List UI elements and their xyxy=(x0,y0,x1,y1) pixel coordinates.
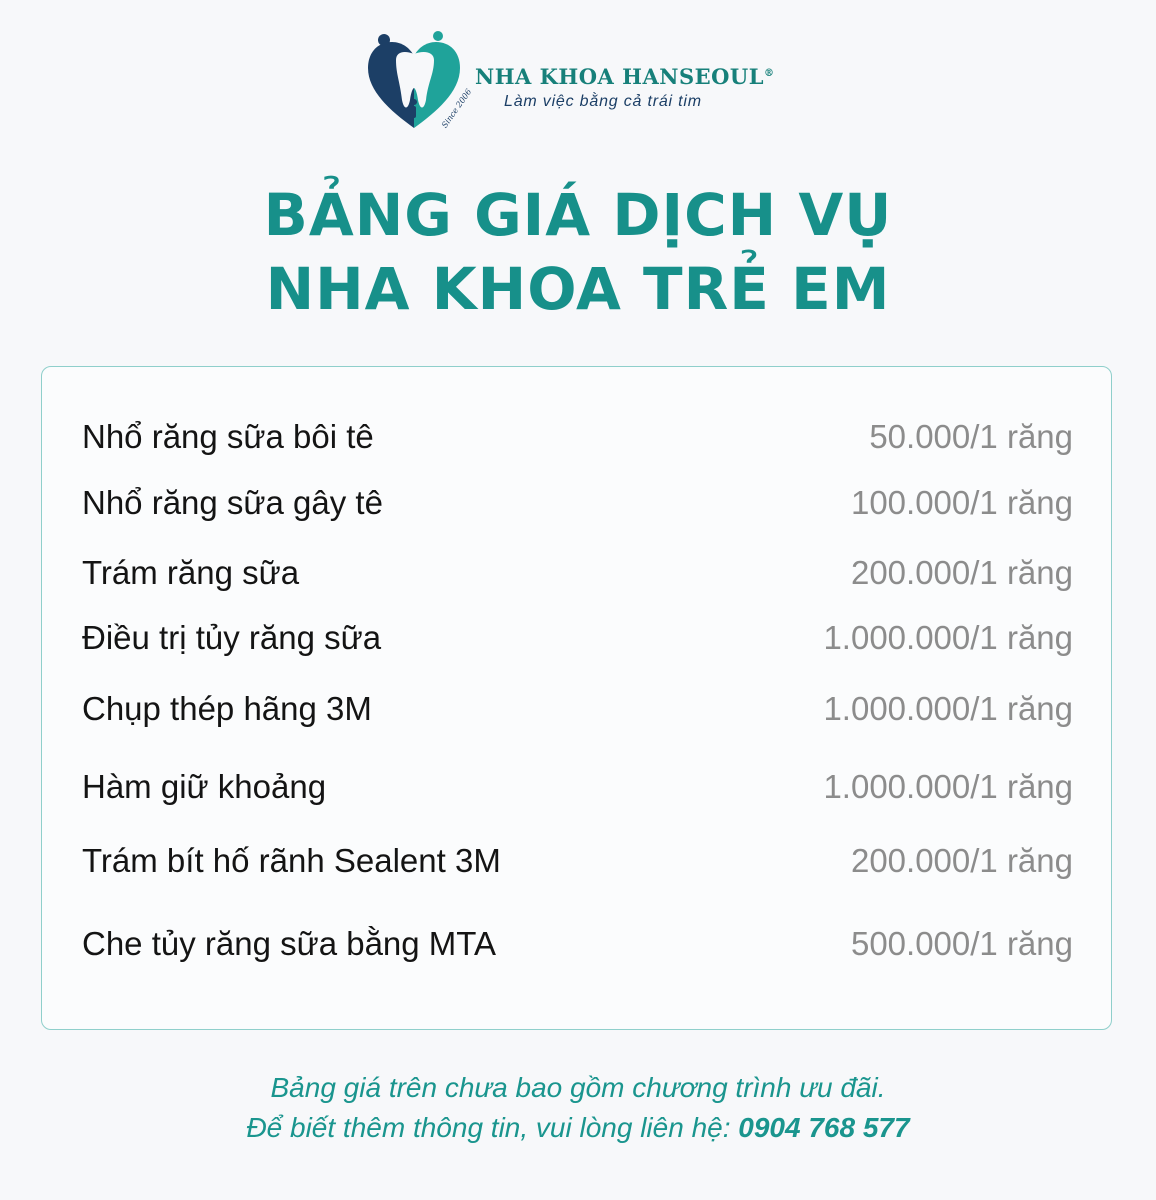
price-list-card xyxy=(41,366,1112,1030)
price-row xyxy=(82,548,1073,598)
footer-note-line-1: Bảng giá trên chưa bao gồm chương trình ưu đãi. xyxy=(270,1072,886,1103)
page-title-line-2: NHA KHOA TRẺ EM xyxy=(265,255,891,323)
footer-note-line-2 xyxy=(0,1108,1156,1148)
service-name: Nhổ răng sữa bôi tê xyxy=(82,418,374,455)
service-price: 1.000.000/1 răng xyxy=(823,690,1073,727)
price-row xyxy=(82,836,1073,886)
price-row xyxy=(82,684,1073,734)
price-row xyxy=(82,478,1073,528)
service-name: Chụp thép hãng 3M xyxy=(82,690,372,727)
service-price: 500.000/1 răng xyxy=(850,925,1073,962)
brand-name-text: NHA KHOA HANSEOUL xyxy=(475,64,765,89)
price-row xyxy=(82,613,1073,663)
service-price: 200.000/1 răng xyxy=(850,842,1073,879)
service-name: Trám răng sữa xyxy=(82,554,300,591)
service-name: Điều trị tủy răng sữa xyxy=(82,619,382,656)
service-name: Trám bít hố rãnh Sealent 3M xyxy=(82,842,501,879)
service-name: Hàm giữ khoảng xyxy=(82,768,327,805)
service-price: 1.000.000/1 răng xyxy=(823,619,1073,656)
service-price: 100.000/1 răng xyxy=(850,484,1073,521)
brand-logo xyxy=(362,30,802,132)
service-price: 1.000.000/1 răng xyxy=(823,768,1073,805)
service-name: Nhổ răng sữa gây tê xyxy=(82,484,383,521)
phone-number[interactable]: 0904 768 577 xyxy=(738,1112,910,1143)
service-name: Che tủy răng sữa bằng MTA xyxy=(82,925,497,962)
brand-name xyxy=(475,64,775,89)
price-row xyxy=(82,762,1073,812)
footer-contact-label: Để biết thêm thông tin, vui lòng liên hệ: xyxy=(246,1112,739,1143)
brand-tagline: Làm việc bằng cả trái tim xyxy=(504,93,702,110)
page-title xyxy=(0,178,1156,326)
service-price: 50.000/1 răng xyxy=(869,418,1073,455)
footer-note xyxy=(0,1068,1156,1148)
registered-mark: ® xyxy=(764,68,775,79)
page-title-line-1: BẢNG GIÁ DỊCH VỤ xyxy=(263,181,893,249)
service-price: 200.000/1 răng xyxy=(850,554,1073,591)
price-row xyxy=(82,412,1073,462)
since-text: Since 2006 xyxy=(439,87,474,130)
price-row xyxy=(82,919,1073,969)
